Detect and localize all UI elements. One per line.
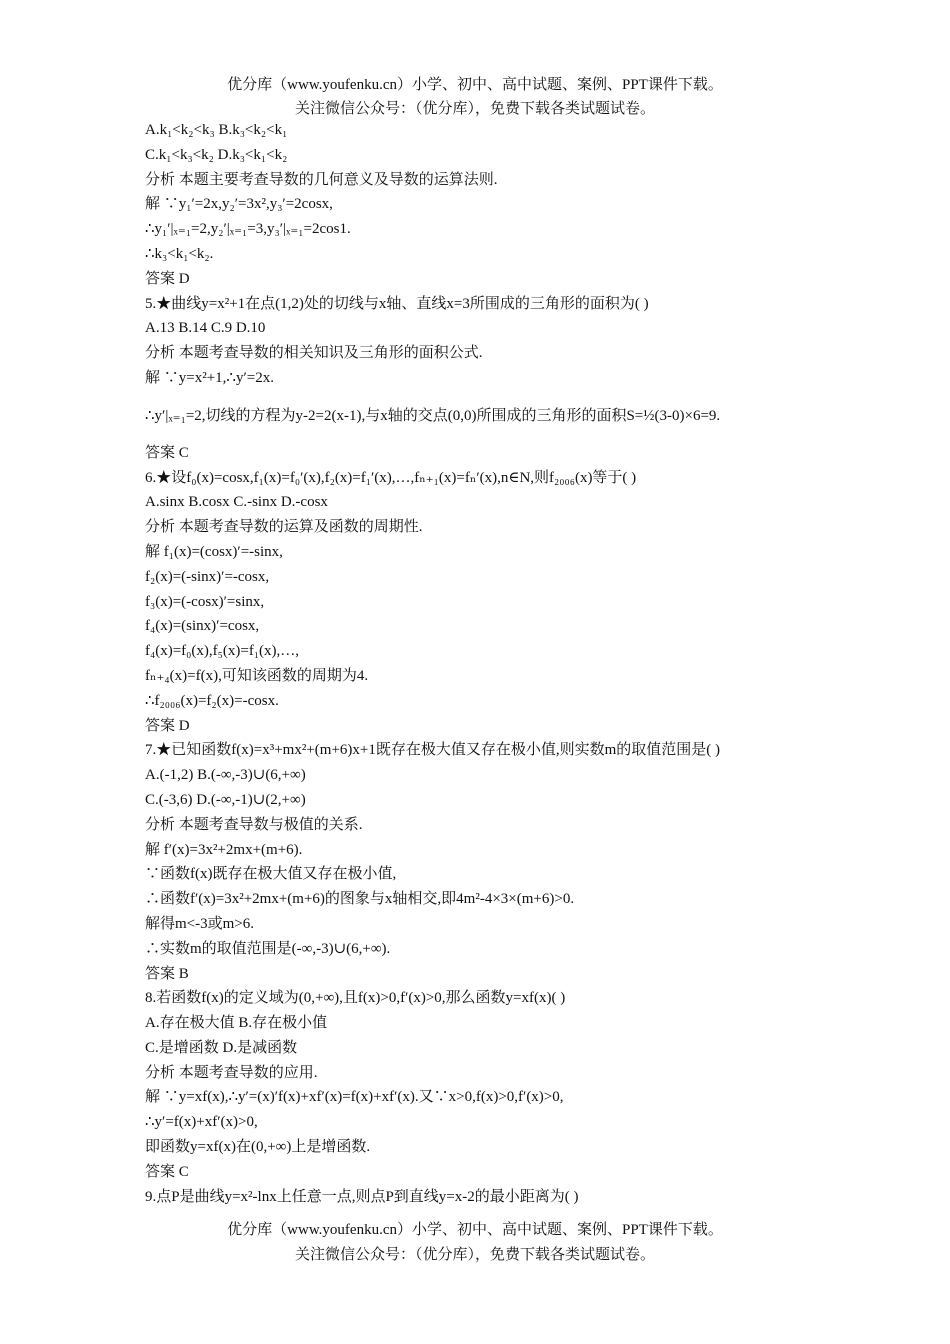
text-line: 分析 本题主要考查导数的几何意义及导数的运算法则. [145, 171, 498, 188]
document-body [145, 118, 845, 1209]
options-line: A.(-1,2) B.(-∞,-3)∪(6,+∞) [145, 767, 306, 784]
text-line: ∴实数m的取值范围是(-∞,-3)∪(6,+∞). [145, 940, 391, 957]
question-line: 8.若函数f(x)的定义域为(0,+∞),且f(x)>0,f′(x)>0,那么函数y=xf(x)( ) [145, 990, 566, 1007]
options-line: C.是增函数 D.是减函数 [145, 1039, 298, 1056]
text-line: ∴f₂₀₀₆(x)=f₂(x)=-cosx. [145, 692, 279, 709]
footer-line-2: 关注微信公众号：（优分库），免费下载各类试题试卷。 [294, 1247, 655, 1263]
options-line: A.13 B.14 C.9 D.10 [145, 320, 266, 337]
text-line: 分析 本题考查导数与极值的关系. [145, 816, 363, 833]
options-line: C.(-3,6) D.(-∞,-1)∪(2,+∞) [145, 791, 306, 808]
header-line-2: 关注微信公众号：（优分库），免费下载各类试题试卷。 [294, 101, 655, 117]
answer-line: 答案 D [145, 270, 190, 287]
text-line: f₄(x)=f₀(x),f₅(x)=f₁(x),…, [145, 643, 300, 660]
options-line: A.sinx B.cosx C.-sinx D.-cosx [145, 494, 328, 511]
text-line: 解得m<-3或m>6. [145, 915, 254, 932]
text-line: A.k₁<k₂<k₃ B.k₃<k₂<k₁ [145, 122, 288, 138]
question-line: 6.★设f₀(x)=cosx,f₁(x)=f₀′(x),f₂(x)=f₁′(x),…,fₙ₊₁(x)=fₙ′(x),n∈N,则f₂₀₀₆(x)等于( ) [145, 469, 637, 486]
text-line: 即函数y=xf(x)在(0,+∞)上是增函数. [145, 1139, 371, 1156]
text-line: f₃(x)=(-cosx)′=sinx, [145, 593, 265, 610]
question-line: 9.点P是曲线y=x²-lnx上任意一点,则点P到直线y=x-2的最小距离为( ) [145, 1188, 579, 1205]
formula-line: ∴y′|ₓ₌₁=2,切线的方程为y-2=2(x-1),与x轴的交点(0,0)所围成的三角形的面积S=½(3-0)×6=9. [145, 407, 721, 424]
text-line: C.k₁<k₃<k₂ D.k₃<k₁<k₂ [145, 146, 288, 163]
answer-line: 答案 D [145, 717, 190, 734]
text-line: f₂(x)=(-sinx)′=-cosx, [145, 568, 270, 585]
text-line: 解 f₁(x)=(cosx)′=-sinx, [145, 543, 283, 560]
text-line: fₙ₊₄(x)=f(x),可知该函数的周期为4. [145, 667, 369, 684]
text-line: ∴y′=f(x)+xf′(x)>0, [145, 1114, 258, 1131]
header-line-1: 优分库（www.youfenku.cn）小学、初中、高中试题、案例、PPT课件下载。 [227, 77, 723, 93]
options-line: A.存在极大值 B.存在极小值 [145, 1015, 328, 1032]
question-line: 5.★曲线y=x²+1在点(1,2)处的切线与x轴、直线x=3所围成的三角形的面积为( ) [145, 295, 649, 312]
answer-line: 答案 C [145, 1163, 189, 1180]
question-line: 7.★已知函数f(x)=x³+mx²+(m+6)x+1既存在极大值又存在极小值,则实数m的取值范围是( ) [145, 742, 721, 759]
answer-line: 答案 C [145, 444, 189, 461]
text-line: 解 ∵y=x²+1,∴y′=2x. [145, 369, 274, 386]
text-line: 分析 本题考查导数的运算及函数的周期性. [145, 519, 423, 536]
text-line: 解 f′(x)=3x²+2mx+(m+6). [145, 841, 303, 858]
text-line: 分析 本题考查导数的应用. [145, 1064, 318, 1081]
text-line: ∴y₁′|ₓ₌₁=2,y₂′|ₓ₌₁=3,y₃′|ₓ₌₁=2cos1. [145, 221, 351, 238]
text-line: ∴k₃<k₁<k₂. [145, 245, 214, 262]
text-line: ∵函数f(x)既存在极大值又存在极小值, [145, 866, 397, 883]
text-line: 解 ∵y₁′=2x,y₂′=3x²,y₃′=2cosx, [145, 196, 333, 213]
answer-line: 答案 B [145, 965, 189, 982]
text-line: 分析 本题考查导数的相关知识及三角形的面积公式. [145, 345, 483, 362]
text-line: f₄(x)=(sinx)′=cosx, [145, 618, 260, 635]
footer-line-1: 优分库（www.youfenku.cn）小学、初中、高中试题、案例、PPT课件下载。 [227, 1222, 723, 1238]
text-line: 解 ∵y=xf(x),∴y′=(x)′f(x)+xf′(x)=f(x)+xf′(x).又∵x>0,f(x)>0,f′(x)>0, [145, 1089, 564, 1106]
text-line: ∴函数f′(x)=3x²+2mx+(m+6)的图象与x轴相交,即4m²-4×3×(m+6)>0. [145, 891, 575, 908]
